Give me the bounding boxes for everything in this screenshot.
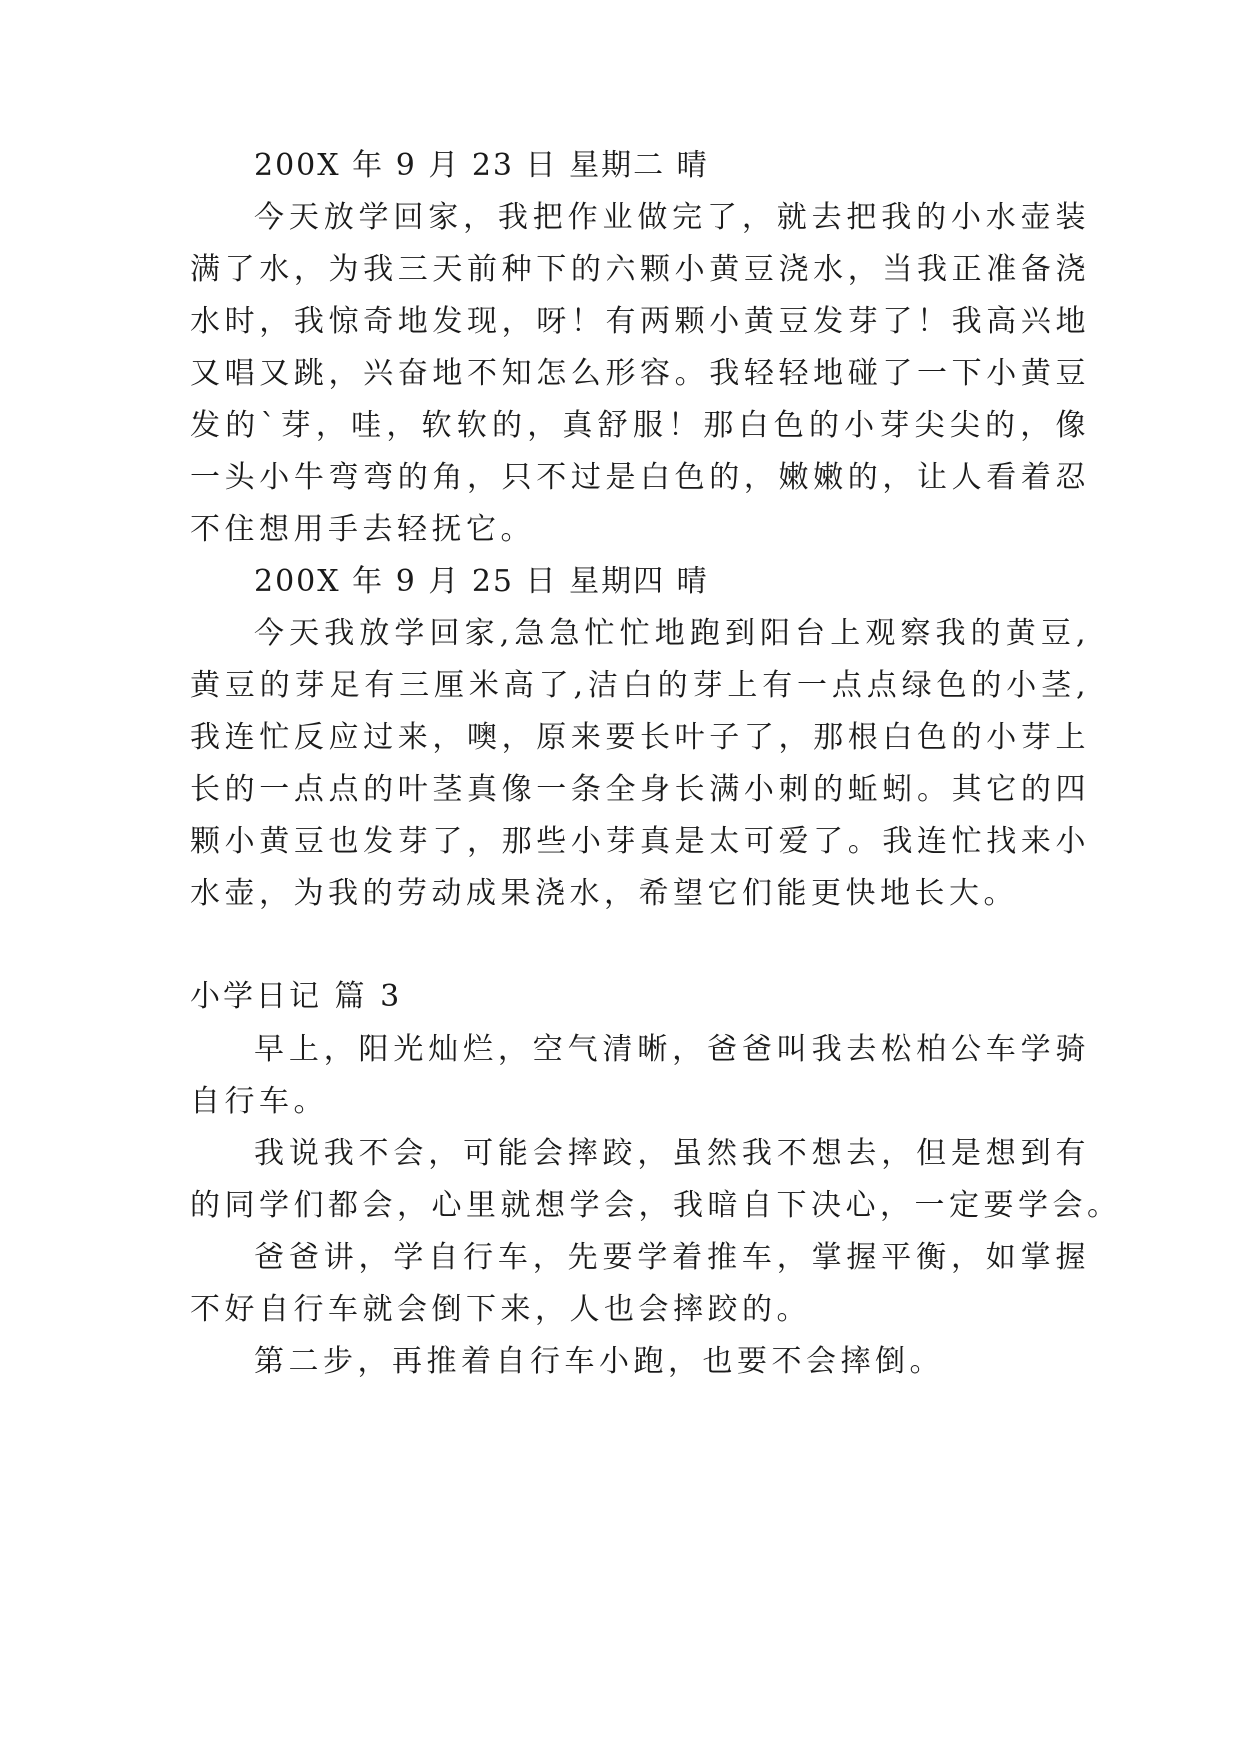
paragraph-line: 的同学们都会，心里就想学会，我暗自下决心，一定要学会。	[190, 1188, 1122, 1223]
paragraph-line: 不住想用手去轻抚它。	[190, 512, 535, 547]
paragraph-line: 我连忙反应过来，噢，原来要长叶子了，那根白色的小芽上	[190, 720, 1090, 755]
paragraph-line: 又唱又跳，兴奋地不知怎么形容。我轻轻地碰了一下小黄豆	[190, 356, 1090, 391]
paragraph-line: 水壶，为我的劳动成果浇水，希望它们能更快地长大。	[190, 876, 1018, 911]
entry-date: 200X 年 9 月 25 日 星期四 晴	[254, 564, 709, 599]
paragraph-line: 早上，阳光灿烂，空气清晰，爸爸叫我去松柏公车学骑	[254, 1032, 1090, 1067]
paragraph-line: 爸爸讲，学自行车，先要学着推车，掌握平衡，如掌握	[254, 1240, 1090, 1275]
paragraph-line: 水时，我惊奇地发现，呀！有两颗小黄豆发芽了！我高兴地	[190, 304, 1090, 339]
paragraph-line: 今天放学回家，我把作业做完了，就去把我的小水壶装	[254, 200, 1090, 235]
paragraph-line: 今天我放学回家,急急忙忙地跑到阳台上观察我的黄豆,	[254, 616, 1090, 651]
paragraph-line: 颗小黄豆也发芽了，那些小芽真是太可爱了。我连忙找来小	[190, 824, 1090, 859]
paragraph-line: 第二步，再推着自行车小跑，也要不会摔倒。	[254, 1344, 944, 1379]
paragraph-line: 一头小牛弯弯的角，只不过是白色的，嫩嫩的，让人看着忍	[190, 460, 1090, 495]
paragraph-line: 自行车。	[190, 1084, 328, 1119]
entry-date: 200X 年 9 月 23 日 星期二 晴	[254, 148, 709, 183]
paragraph-line: 黄豆的芽足有三厘米高了,洁白的芽上有一点点绿色的小茎,	[190, 668, 1090, 703]
paragraph-line: 发的`芽，哇，软软的，真舒服！那白色的小芽尖尖的，像	[190, 408, 1090, 443]
paragraph-line: 长的一点点的叶茎真像一条全身长满小刺的蚯蚓。其它的四	[190, 772, 1090, 807]
paragraph-line: 不好自行车就会倒下来，人也会摔跤的。	[190, 1292, 811, 1327]
section-heading: 小学日记 篇 3	[190, 979, 403, 1014]
paragraph-line: 我说我不会，可能会摔跤，虽然我不想去，但是想到有	[254, 1136, 1090, 1171]
paragraph-line: 满了水，为我三天前种下的六颗小黄豆浇水，当我正准备浇	[190, 252, 1090, 287]
